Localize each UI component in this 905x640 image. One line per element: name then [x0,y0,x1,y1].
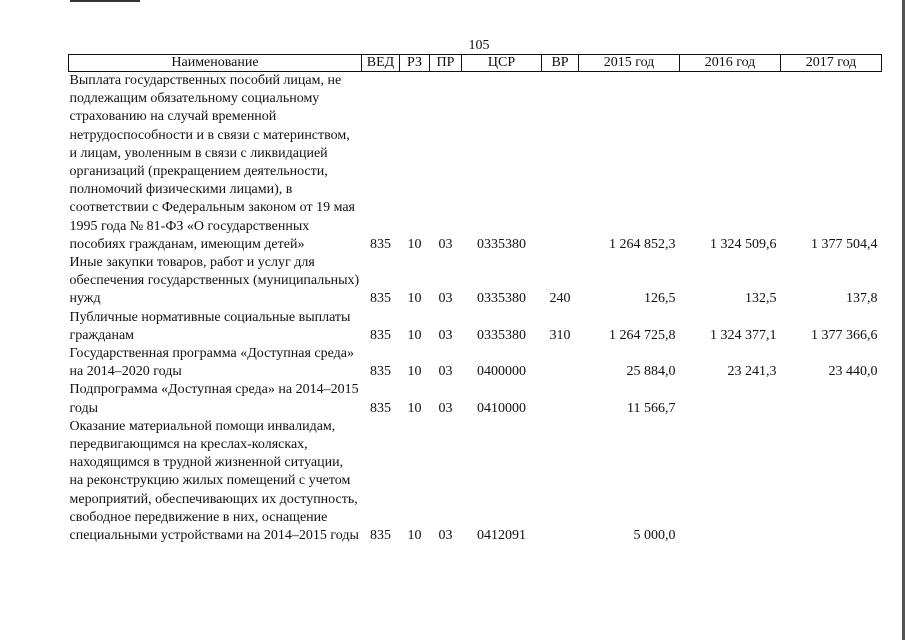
row-rz: 10 [407,528,422,544]
page-number: 105 [468,38,490,53]
row-2015: 5 000,0 [633,528,676,544]
row-csr: 0335380 [477,327,526,343]
row-vr [542,418,579,545]
header-2016: 2016 год [680,55,781,72]
row-rz: 10 [407,291,422,307]
row-2015: 25 884,0 [626,364,676,380]
row-rz: 10 [407,400,422,416]
row-name: Публичные нормативные социальные выплаты гражданам [69,309,351,343]
row-2016 [680,381,781,417]
row-csr: 0412091 [477,528,526,544]
row-2015: 1 264 725,8 [609,327,676,343]
row-2016: 1 324 377,1 [710,327,777,343]
table-row [69,309,882,345]
row-ved: 835 [370,364,391,380]
row-vr [542,72,579,255]
row-name: Иные закупки товаров, работ и услуг для обеспечения государственных (муниципальных) нужд [69,255,360,307]
scan-artifact-top [70,0,140,4]
row-rz: 10 [407,327,422,343]
row-2016: 23 241,3 [727,364,777,380]
header-ved: ВЕД [362,55,400,72]
row-ved: 835 [370,291,391,307]
table-row [69,72,882,255]
row-csr: 0335380 [477,291,526,307]
row-name: Оказание материальной помощи инвалидам, передвигающимся на креслах-колясках, находящимся в трудной жизненной ситуации, на реконструкцию жилых помещений с учетом мероприятий, обеспечивающих их доступность, свободное передвижение в них, оснащение специальными устройствами на 2014–2015 годы [69,418,359,544]
table-row [69,418,882,545]
row-rz: 10 [407,236,422,252]
row-2015: 11 566,7 [627,400,676,416]
row-name: Выплата государственных пособий лицам, не подлежащим обязательному социальному страхованию на случай временной нетрудоспособности и в связи с материнством, и лицам, уволенным в связи с ликвидацией организаций (прекращением деятельности, полномочий физическими лицами), в соответствии с Федеральным законом от 19 мая 1995 года № 81-ФЗ «О государственных пособиях гражданам, имеющим детей» [69,73,355,252]
table-row [69,345,882,381]
table-row [69,254,882,309]
header-csr: ЦСР [462,55,542,72]
row-pr: 03 [438,327,453,343]
table-row [69,381,882,417]
row-ved: 835 [370,236,391,252]
row-2017: 1 377 366,6 [811,327,878,343]
table-header-row [69,55,882,72]
row-rz: 10 [407,364,422,380]
row-2017 [781,381,882,417]
row-2017: 137,8 [846,291,878,307]
row-2016 [680,418,781,545]
row-vr [542,381,579,417]
row-2017: 1 377 504,4 [811,236,878,252]
row-2015: 126,5 [644,291,676,307]
row-ved: 835 [370,327,391,343]
row-name: Подпрограмма «Доступная среда» на 2014–2015 годы [69,382,359,416]
row-2017: 23 440,0 [828,364,878,380]
header-2015: 2015 год [579,55,680,72]
row-2015: 1 264 852,3 [609,236,676,252]
header-vr: ВР [542,55,579,72]
row-pr: 03 [438,364,453,380]
row-vr [542,345,579,381]
row-csr: 0335380 [477,236,526,252]
row-2016: 132,5 [745,291,777,307]
row-2017 [781,418,882,545]
header-pr: ПР [430,55,462,72]
row-ved: 835 [370,528,391,544]
row-pr: 03 [438,528,453,544]
budget-table [68,54,882,545]
header-2017: 2017 год [781,55,882,72]
row-vr: 240 [549,291,571,307]
row-csr: 0400000 [477,364,526,380]
row-vr: 310 [549,327,571,343]
row-name: Государственная программа «Доступная среда» на 2014–2020 годы [69,346,354,380]
row-csr: 0410000 [477,400,526,416]
header-name: Наименование [69,55,362,72]
row-ved: 835 [370,400,391,416]
row-pr: 03 [438,291,453,307]
row-2016: 1 324 509,6 [710,236,777,252]
row-pr: 03 [438,400,453,416]
row-pr: 03 [438,236,453,252]
header-rz: РЗ [400,55,430,72]
